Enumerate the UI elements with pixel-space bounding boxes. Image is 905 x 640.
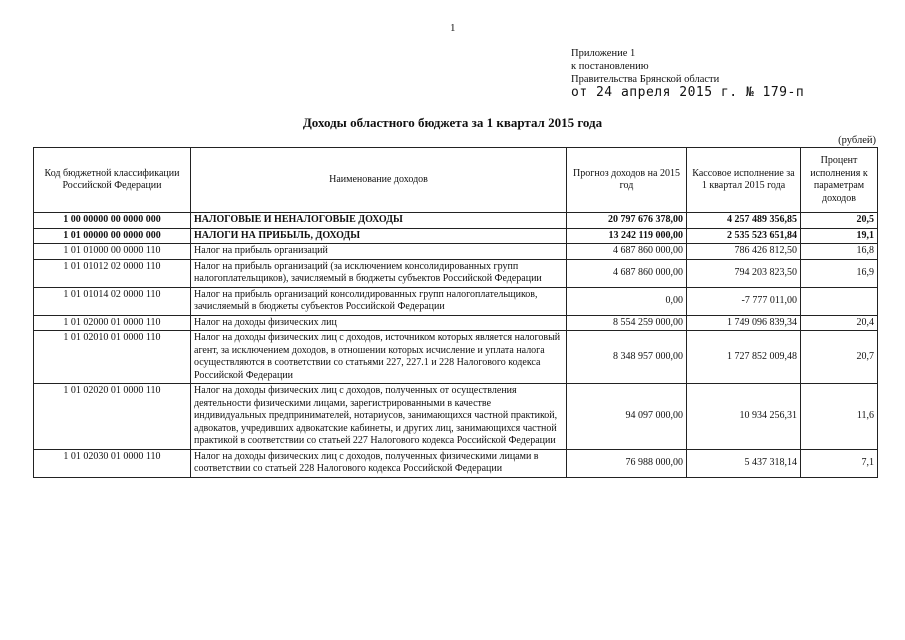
page-number: 1 bbox=[450, 22, 456, 34]
decree-reference: от 24 апреля 2015 г. № 179-п bbox=[571, 85, 805, 100]
row-forecast: 8 348 957 000,00 bbox=[567, 331, 687, 384]
row-name: Налог на прибыль организаций (за исключением консолидированных групп налогоплательщиков), зачисляемый в бюджеты субъектов Российской Федерации bbox=[191, 259, 567, 287]
row-percent: 20,4 bbox=[801, 315, 878, 331]
row-forecast: 8 554 259 000,00 bbox=[567, 315, 687, 331]
row-code: 1 01 01014 02 0000 110 bbox=[34, 287, 191, 315]
row-code: 1 01 02030 01 0000 110 bbox=[34, 449, 191, 477]
table-row bbox=[34, 244, 878, 260]
row-forecast: 4 687 860 000,00 bbox=[567, 259, 687, 287]
row-name: НАЛОГИ НА ПРИБЫЛЬ, ДОХОДЫ bbox=[191, 228, 567, 244]
row-actual: 2 535 523 651,84 bbox=[687, 228, 801, 244]
row-code: 1 00 00000 00 0000 000 bbox=[34, 213, 191, 229]
row-actual: 786 426 812,50 bbox=[687, 244, 801, 260]
row-forecast: 4 687 860 000,00 bbox=[567, 244, 687, 260]
row-code: 1 01 01000 00 0000 110 bbox=[34, 244, 191, 260]
row-code: 1 01 02020 01 0000 110 bbox=[34, 384, 191, 450]
row-forecast: 94 097 000,00 bbox=[567, 384, 687, 450]
row-forecast: 0,00 bbox=[567, 287, 687, 315]
row-actual: 10 934 256,31 bbox=[687, 384, 801, 450]
row-code: 1 01 02000 01 0000 110 bbox=[34, 315, 191, 331]
row-name: Налог на прибыль организаций bbox=[191, 244, 567, 260]
table-row bbox=[34, 287, 878, 315]
appendix-block bbox=[571, 47, 804, 99]
table-row bbox=[34, 331, 878, 384]
row-code: 1 01 00000 00 0000 000 bbox=[34, 228, 191, 244]
row-name: Налог на доходы физических лиц с доходов, полученных от осуществления деятельности физическими лицами, зарегистрированными в качестве индивидуальных предпринимателей, нотариусов, занимающихся частной практикой, адвокатов, учредивших адвокатские кабинеты, и других лиц, занимающихся частной практикой в соответствии со статьей 227 Налогового кодекса Российской Федерации bbox=[191, 384, 567, 450]
row-code: 1 01 02010 01 0000 110 bbox=[34, 331, 191, 384]
row-name: Налог на доходы физических лиц bbox=[191, 315, 567, 331]
row-forecast: 76 988 000,00 bbox=[567, 449, 687, 477]
appendix-line-2: к постановлению bbox=[571, 61, 649, 72]
row-percent: 20,5 bbox=[801, 213, 878, 229]
table-row bbox=[34, 228, 878, 244]
row-forecast: 20 797 676 378,00 bbox=[567, 213, 687, 229]
row-code: 1 01 01012 02 0000 110 bbox=[34, 259, 191, 287]
appendix-line-1: Приложение 1 bbox=[571, 48, 636, 59]
table-row bbox=[34, 315, 878, 331]
units-label: (рублей) bbox=[838, 135, 876, 146]
row-actual: 4 257 489 356,85 bbox=[687, 213, 801, 229]
row-name: НАЛОГОВЫЕ И НЕНАЛОГОВЫЕ ДОХОДЫ bbox=[191, 213, 567, 229]
table-row bbox=[34, 259, 878, 287]
row-percent: 11,6 bbox=[801, 384, 878, 450]
row-percent: 16,9 bbox=[801, 259, 878, 287]
row-percent: 20,7 bbox=[801, 331, 878, 384]
row-actual: -7 777 011,00 bbox=[687, 287, 801, 315]
appendix-line-3: Правительства Брянской области bbox=[571, 74, 720, 85]
row-percent: 19,1 bbox=[801, 228, 878, 244]
header-code: Код бюджетной классификации Российской Федерации bbox=[34, 148, 191, 213]
row-name: Налог на доходы физических лиц с доходов, источником которых является налоговый агент, за исключением доходов, в отношении которых исчисление и уплата налога осуществляются в соответствии со статьями 227, 227.1 и 228 Налогового кодекса Российской Федерации bbox=[191, 331, 567, 384]
budget-table bbox=[33, 147, 878, 478]
header-actual: Кассовое исполнение за 1 квартал 2015 года bbox=[687, 148, 801, 213]
header-forecast: Прогноз доходов на 2015 год bbox=[567, 148, 687, 213]
row-percent bbox=[801, 287, 878, 315]
table-row bbox=[34, 449, 878, 477]
document-title: Доходы областного бюджета за 1 квартал 2015 года bbox=[302, 115, 603, 130]
table-row bbox=[34, 213, 878, 229]
row-name: Налог на прибыль организаций консолидированных групп налогоплательщиков, зачисляемый в бюджеты субъектов Российской Федерации bbox=[191, 287, 567, 315]
row-actual: 1 727 852 009,48 bbox=[687, 331, 801, 384]
row-name: Налог на доходы физических лиц с доходов, полученных физическими лицами в соответствии со статьей 228 Налогового кодекса Российской Федерации bbox=[191, 449, 567, 477]
row-percent: 16,8 bbox=[801, 244, 878, 260]
header-name: Наименование доходов bbox=[191, 148, 567, 213]
row-forecast: 13 242 119 000,00 bbox=[567, 228, 687, 244]
row-actual: 1 749 096 839,34 bbox=[687, 315, 801, 331]
header-percent: Процент исполнения к параметрам доходов bbox=[801, 148, 878, 213]
table-header-row bbox=[34, 148, 878, 213]
table-row bbox=[34, 384, 878, 450]
row-actual: 794 203 823,50 bbox=[687, 259, 801, 287]
row-actual: 5 437 318,14 bbox=[687, 449, 801, 477]
row-percent: 7,1 bbox=[801, 449, 878, 477]
